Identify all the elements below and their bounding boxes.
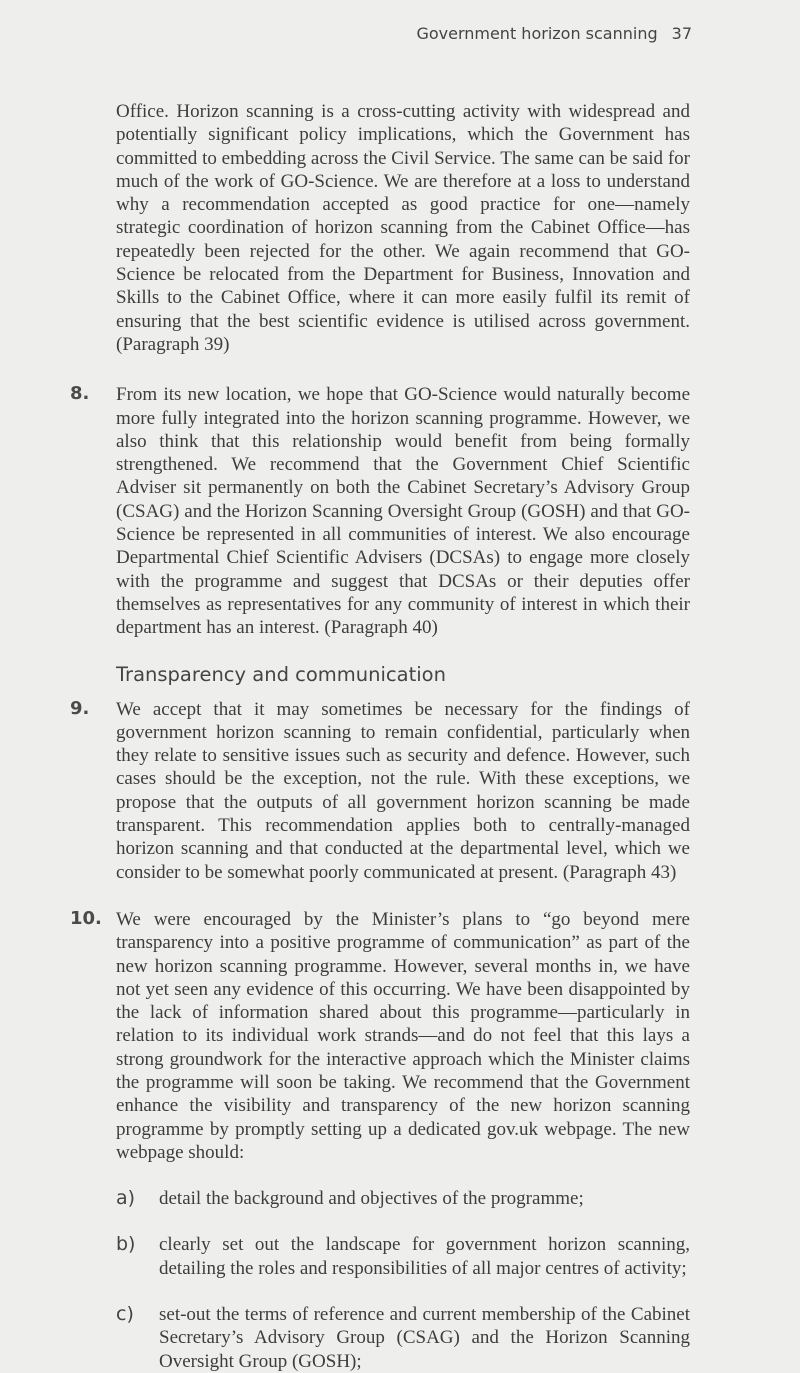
list-item-a	[0, 1187, 800, 1210]
paragraph-text: Office. Horizon scanning is a cross-cutting activity with widespread and potentially significant policy implications, which the Government has committed to embedding across the Civil Service. The same can be said for much of the work of GO-Science. We are therefore at a loss to understand why a recommendation accepted as good practice for one—namely strategic coordination of horizon scanning from the Cabinet Office—has repeatedly been rejected for the other. We again recommend that GO-Science be relocated from the Department for Business, Innovation and Skills to the Cabinet Office, where it can more easily fulfil its remit of ensuring that the best scientific evidence is utilised across government. (Paragraph 39)	[116, 101, 690, 355]
list-item-b	[0, 1233, 800, 1280]
paragraph-10	[0, 908, 800, 1164]
list-item-c	[0, 1303, 800, 1373]
paragraph-8	[0, 383, 800, 639]
running-header	[416, 24, 692, 43]
running-title: Government horizon scanning	[416, 24, 658, 43]
list-item-label: c)	[116, 1303, 134, 1326]
paragraph-text: We were encouraged by the Minister’s plans to “go beyond mere transparency into a positive programme of communication” as part of the new horizon scanning programme. However, several months in, we have not yet seen any evidence of this occurring. We have been disappointed by the lack of information shared about this programme—particularly in relation to its individual work strands—and do not feel that this lays a strong groundwork for the interactive approach which the Minister claims the programme will soon be taking. We recommend that the Government enhance the visibility and transparency of the new horizon scanning programme by promptly setting up a dedicated gov.uk webpage. The new webpage should:	[116, 908, 690, 1163]
list-item-label: a)	[116, 1187, 136, 1210]
list-item-label: b)	[116, 1233, 136, 1256]
list-item-text: detail the background and objectives of the programme;	[159, 1188, 584, 1210]
paragraph-9	[0, 698, 800, 884]
intro-paragraph	[0, 100, 800, 356]
list-item-text: clearly set out the landscape for government horizon scanning, detailing the roles and responsibilities of all major centres of activity;	[159, 1234, 690, 1279]
page-body	[0, 100, 800, 1373]
list-item-text: set-out the terms of reference and current membership of the Cabinet Secretary’s Advisory Group (CSAG) and the Horizon Scanning Oversight Group (GOSH);	[159, 1304, 690, 1372]
paragraph-number: 10.	[70, 907, 102, 929]
paragraph-text: From its new location, we hope that GO-Science would naturally become more fully integrated into the horizon scanning programme. However, we also think that this relationship would benefit from being formally strengthened. We recommend that the Government Chief Scientific Adviser sit permanently on both the Cabinet Secretary’s Advisory Group (CSAG) and the Horizon Scanning Oversight Group (GOSH) and that GO-Science be represented in all communities of interest. We also encourage Departmental Chief Scientific Advisers (DCSAs) to engage more closely with the programme and suggest that DCSAs or their deputies offer themselves as representatives for any community of interest in which their department has an interest. (Paragraph 40)	[116, 384, 690, 639]
page-number: 37	[671, 24, 692, 43]
section-heading: Transparency and communication	[116, 662, 446, 686]
paragraph-number: 9.	[70, 697, 90, 719]
paragraph-number: 8.	[70, 383, 90, 405]
paragraph-text: We accept that it may sometimes be necessary for the findings of government horizon scanning to remain confidential, particularly when they relate to sensitive issues such as security and defence. However, such cases should be the exception, not the rule. With these exceptions, we propose that the outputs of all government horizon scanning be made transparent. This recommendation applies both to centrally-managed horizon scanning and that conducted at the departmental level, which we consider to be somewhat poorly communicated at present. (Paragraph 43)	[116, 698, 690, 883]
